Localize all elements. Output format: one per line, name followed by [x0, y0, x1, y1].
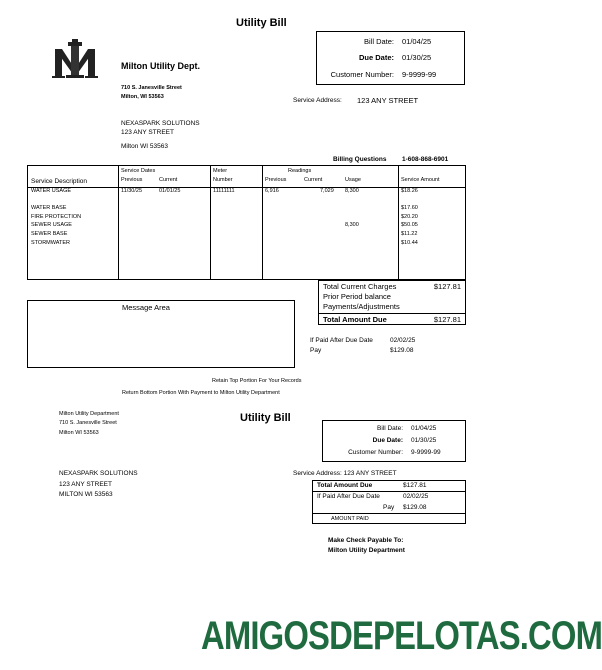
cell-amount: $17.60: [401, 205, 418, 212]
stub-service-address: Service Address: 123 ANY STREET: [293, 470, 397, 477]
stub-customer-street: 123 ANY STREET: [59, 481, 112, 488]
stub-address-line2: Milton WI 53563: [59, 430, 99, 436]
service-description-header: Service Description: [31, 178, 87, 185]
if-paid-after-label: If Paid After Due Date: [310, 337, 373, 344]
meter-header: Meter: [213, 168, 228, 174]
cell-desc: WATER USAGE: [31, 188, 72, 194]
pay-amount: $129.08: [390, 347, 414, 354]
company-name: Milton Utility Dept.: [121, 61, 200, 71]
readings-header: Readings: [288, 168, 312, 174]
payments-label: Payments/Adjustments: [323, 302, 400, 311]
stub-due-date-label: Due Date:: [372, 437, 403, 444]
service-address: 123 ANY STREET: [357, 96, 419, 105]
cell-rcurr: 7,029: [320, 188, 334, 194]
service-dates-header: Service Dates: [121, 168, 156, 174]
prior-balance-label: Prior Period balance: [323, 292, 391, 301]
stub-bill-date-label: Bill Date:: [376, 425, 403, 432]
cell-prev: 11/30/25: [121, 188, 143, 194]
bill-date: 01/04/25: [402, 37, 432, 46]
dates-previous-header: Previous: [121, 177, 143, 183]
stub-pay-amount: $129.08: [403, 504, 427, 511]
cell-usage: 8,300: [345, 188, 359, 194]
total-current-amount: $127.81: [433, 282, 461, 291]
cell-desc: SEWER BASE: [31, 231, 68, 237]
readings-current-header: Current: [304, 177, 323, 183]
stub-payment-box: [312, 480, 466, 524]
stub-customer-number: 9-9999-99: [411, 449, 441, 456]
billing-questions-phone: 1-608-868-6901: [402, 156, 449, 163]
payable-to-line1: Make Check Payable To:: [328, 537, 404, 544]
company-address-line1: 710 S. Janesville Street: [121, 85, 182, 91]
customer-city: Milton WI 53563: [121, 143, 168, 150]
if-paid-after-date: 02/02/25: [390, 337, 416, 344]
cell-amount: $50.05: [401, 222, 418, 229]
cell-amount: $11.22: [401, 231, 418, 237]
customer-name: NEXASPARK SOLUTIONS: [121, 120, 200, 127]
stub-title: Utility Bill: [240, 412, 291, 424]
stub-if-paid-after-date: 02/02/25: [403, 493, 429, 500]
amount-due-label: Total Amount Due: [323, 315, 387, 324]
meter-number-header: Number: [213, 177, 233, 183]
totals-box: [318, 280, 466, 325]
return-note: Return Bottom Portion With Payment to Milton Utility Department: [122, 390, 280, 396]
due-date-label: Due Date:: [358, 53, 394, 62]
watermark-text: AMIGOSDEPELOTAS.COM: [201, 614, 602, 658]
dates-current-header: Current: [159, 177, 178, 183]
due-date: 01/30/25: [402, 53, 432, 62]
cell-curr: 01/01/25: [159, 188, 181, 194]
cell-desc: STORMWATER: [31, 239, 71, 246]
stub-if-paid-after-label: If Paid After Due Date: [317, 493, 380, 500]
stub-bill-date: 01/04/25: [411, 425, 437, 432]
customer-number: 9-9999-99: [402, 70, 437, 79]
cell-amount: $10.44: [401, 239, 418, 246]
stub-address-line1: 710 S. Janesville Street: [59, 420, 117, 426]
customer-number-label: Customer Number:: [330, 70, 394, 79]
bill-date-label: Bill Date:: [363, 37, 394, 46]
bill-title: Utility Bill: [236, 17, 287, 29]
company-address-line2: Milton, WI 53563: [121, 94, 164, 100]
stub-amount-due: $127.81: [403, 482, 427, 489]
service-amount-header: Service Amount: [401, 177, 440, 183]
cell-rprev: 6,916: [265, 188, 279, 194]
cell-desc: SEWER USAGE: [31, 222, 72, 229]
stub-customer-city: MILTON WI 53563: [59, 491, 113, 498]
readings-previous-header: Previous: [265, 177, 287, 183]
pay-label: Pay: [310, 347, 322, 354]
cell-amount: $18.26: [401, 188, 418, 194]
cell-usage: 8,300: [345, 222, 359, 229]
stub-info-box: [322, 420, 466, 462]
cell-meter: 11111111: [213, 188, 235, 194]
milton-logo-icon: [52, 39, 98, 79]
charges-table: [27, 165, 466, 280]
cell-desc: FIRE PROTECTION: [31, 213, 82, 220]
stub-amount-due-label: Total Amount Due: [317, 482, 373, 489]
service-address-label: Service Address:: [293, 97, 342, 104]
stub-amount-paid-label: AMOUNT PAID: [331, 516, 369, 522]
stub-customer-number-label: Customer Number:: [348, 449, 403, 456]
cell-desc: WATER BASE: [31, 205, 67, 212]
total-current-label: Total Current Charges: [323, 282, 397, 291]
billing-questions-label: Billing Questions: [333, 156, 387, 163]
message-area: [27, 300, 295, 368]
stub-company: Milton Utility Department: [59, 411, 119, 417]
bill-info-box: [316, 31, 465, 85]
payable-to-line2: Milton Utility Department: [328, 547, 405, 554]
retain-note: Retain Top Portion For Your Records: [212, 378, 302, 384]
customer-street: 123 ANY STREET: [121, 129, 174, 136]
table-body: [28, 188, 465, 279]
message-area-label: Message Area: [122, 303, 170, 312]
cell-amount: $20.20: [401, 213, 418, 220]
stub-pay-label: Pay: [383, 504, 395, 511]
stub-customer-name: NEXASPARK SOLUTIONS: [59, 470, 138, 477]
usage-header: Usage: [345, 177, 361, 183]
amount-due: $127.81: [433, 315, 461, 324]
stub-due-date: 01/30/25: [411, 437, 437, 444]
